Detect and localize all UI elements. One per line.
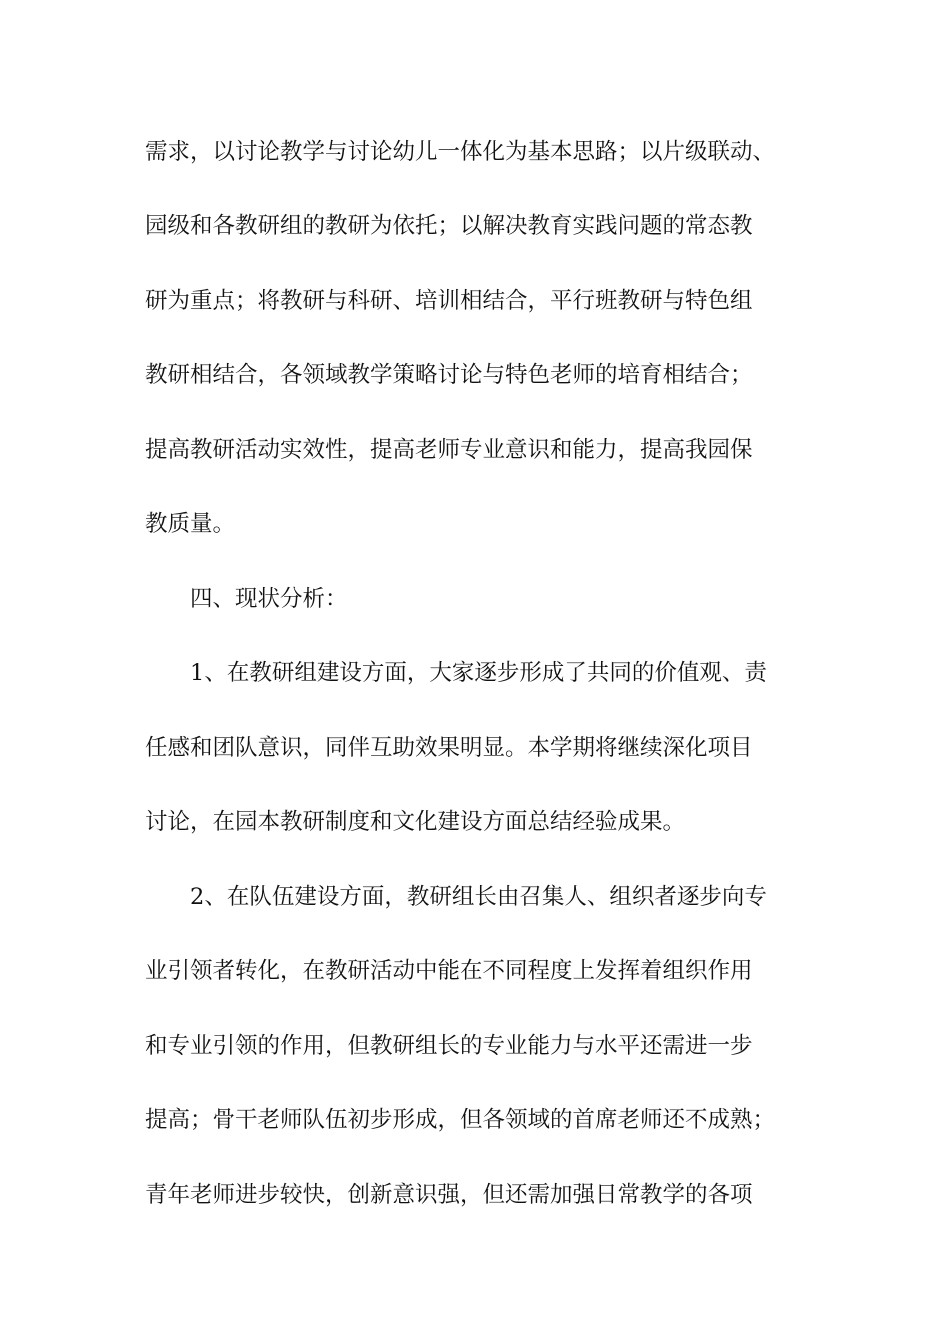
text-line: 教研相结合，各领域教学策略讨论与特色老师的培育相结合； <box>145 362 753 388</box>
text-line: 业引领者转化，在教研活动中能在不同程度上发挥着组织作用 <box>145 958 753 984</box>
text-line: 任感和团队意识，同伴互助效果明显。本学期将继续深化项目 <box>145 735 753 761</box>
text-line: 和专业引领的作用，但教研组长的专业能力与水平还需进一步 <box>145 1033 753 1059</box>
text-line: 提高；骨干老师队伍初步形成，但各领域的首席老师还不成熟； <box>145 1107 776 1133</box>
text-line: 研为重点；将教研与科研、培训相结合，平行班教研与特色组 <box>145 288 753 314</box>
text-line: 需求，以讨论教学与讨论幼儿一体化为基本思路；以片级联动、 <box>145 139 776 165</box>
text-line: 园级和各教研组的教研为依托；以解决教育实践问题的常态教 <box>145 213 753 239</box>
text-line: 1、在教研组建设方面，大家逐步形成了共同的价值观、责 <box>190 660 767 686</box>
text-line: 2、在队伍建设方面，教研组长由召集人、组织者逐步向专 <box>190 884 767 910</box>
text-line: 教质量。 <box>145 511 236 537</box>
text-line: 青年老师进步较快，创新意识强，但还需加强日常教学的各项 <box>145 1182 753 1208</box>
section-heading: 四、现状分析： <box>190 586 348 612</box>
text-line: 提高教研活动实效性，提高老师专业意识和能力，提高我园保 <box>145 437 753 463</box>
text-line: 讨论，在园本教研制度和文化建设方面总结经验成果。 <box>145 809 686 835</box>
